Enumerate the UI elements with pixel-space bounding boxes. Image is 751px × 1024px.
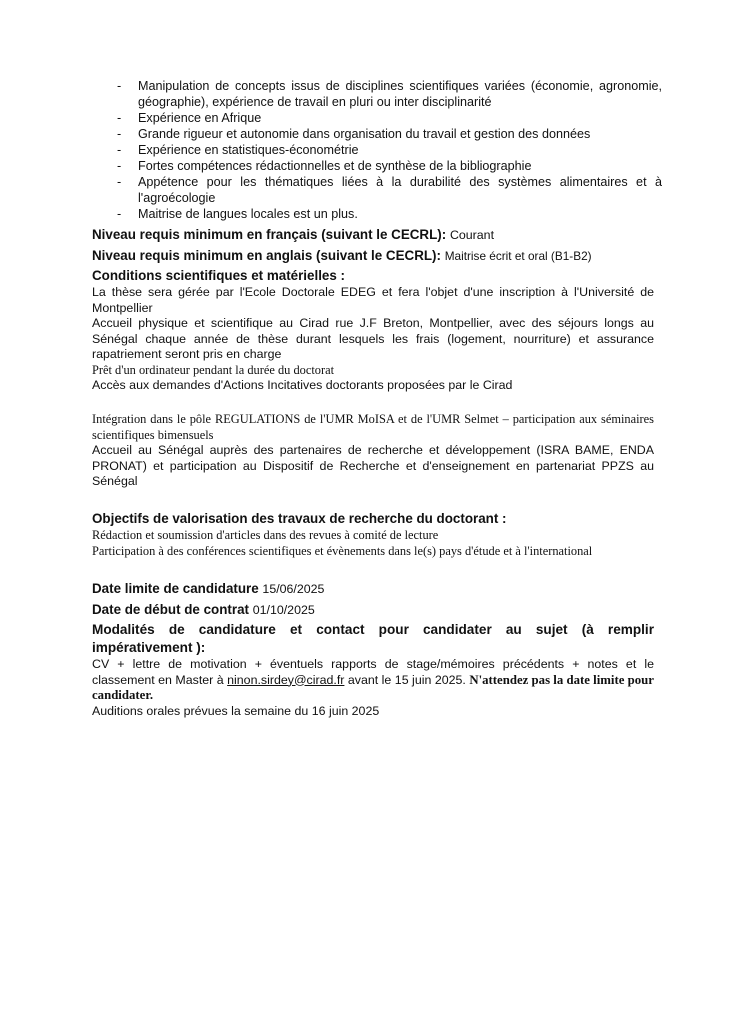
conditions-heading: Conditions scientifiques et matérielles :	[92, 268, 345, 283]
conditions-paragraph: Accès aux demandes d'Actions Incitatives doctorants proposées par le Cirad	[92, 378, 513, 392]
list-item: - Fortes compétences rédactionnelles et de synthèse de la bibliographie	[117, 159, 532, 173]
date-limite-value: 15/06/2025	[262, 582, 325, 596]
auditions-text: Auditions orales prévues la semaine du 16 juin 2025	[92, 703, 380, 718]
modalites-text: CV + lettre de motivation + éventuels rapports de stage/mémoires précédents + notes et le classement en Master à	[92, 657, 654, 687]
english-level-label: Niveau requis minimum en anglais (suivant le CECRL):	[92, 248, 441, 263]
deadline-warning: N'attendez pas la date limite pour candidater.	[92, 672, 654, 702]
bullet-dash: -	[117, 159, 122, 173]
date-debut-value: 01/10/2025	[252, 603, 315, 617]
list-item: - Appétence pour les thématiques liées à la durabilité des systèmes alimentaires et à l'agroécologie	[117, 175, 662, 205]
list-item: - Maitrise de langues locales est un plus.	[117, 207, 358, 221]
modalites-paragraph	[92, 657, 654, 704]
modalites-heading: Modalités de candidature et contact pour candidater au sujet (à remplir impérativement ):	[92, 622, 654, 655]
objectifs-heading: Objectifs de valorisation des travaux de recherche du doctorant :	[92, 511, 507, 526]
english-level-value: Maitrise écrit et oral (B1-B2)	[444, 249, 592, 263]
date-limite	[92, 580, 654, 598]
bullet-dash: -	[117, 111, 122, 125]
conditions-paragraph: La thèse sera gérée par l'Ecole Doctorale EDEG et fera l'objet d'une inscription à l'Université de Montpellier	[92, 285, 654, 315]
senegal-paragraph: Accueil au Sénégal auprès des partenaires de recherche et développement (ISRA BAME, ENDA PRONAT) et participation au Dispositif de Recherche et d'enseignement en partenariat PPZS au Sénégal	[92, 443, 654, 488]
date-debut	[92, 601, 654, 619]
bullet-dash: -	[117, 127, 122, 141]
objectifs-section	[92, 510, 654, 559]
english-level	[92, 247, 654, 265]
modalites-deadline-text: avant le 15 juin 2025.	[347, 672, 466, 687]
list-item: - Expérience en statistiques-économétrie	[117, 143, 359, 157]
modalites-section	[92, 621, 654, 719]
conditions-section	[92, 267, 654, 394]
french-level-value: Courant	[449, 228, 495, 242]
list-item: - Grande rigueur et autonomie dans organisation du travail et gestion des données	[117, 127, 591, 141]
bullet-dash: -	[117, 207, 122, 221]
conditions-paragraph: Accueil physique et scientifique au Cirad rue J.F Breton, Montpellier, avec des séjours longs au Sénégal chaque année de thèse durant lesquels les frais (logement, nourriture) et assurance rapatriement seront pris en charge	[92, 316, 654, 361]
contact-email-link[interactable]: ninon.sirdey@cirad.fr	[227, 672, 345, 687]
french-level-label: Niveau requis minimum en français (suivant le CECRL):	[92, 227, 447, 242]
bullet-dash: -	[117, 143, 122, 157]
objectifs-paragraph: Participation à des conférences scientifiques et évènements dans le(s) pays d'étude et à l'international	[92, 543, 593, 558]
integration-paragraph: Intégration dans le pôle REGULATIONS de l'UMR MoISA et de l'UMR Selmet – participation aux séminaires scientifiques bimensuels	[92, 412, 654, 442]
integration-section	[92, 412, 654, 490]
list-item: - Expérience en Afrique	[117, 111, 262, 125]
date-limite-label: Date limite de candidature	[92, 581, 259, 596]
requirements-list	[117, 78, 662, 222]
list-item: - Manipulation de concepts issus de disciplines scientifiques variées (économie, agronomie, géographie), expérience de travail en pluri ou inter disciplinarité	[117, 79, 662, 109]
french-level	[92, 226, 654, 244]
objectifs-paragraph: Rédaction et soumission d'articles dans des revues à comité de lecture	[92, 528, 439, 542]
date-debut-label: Date de début de contrat	[92, 602, 249, 617]
bullet-dash: -	[117, 175, 122, 189]
conditions-paragraph: Prêt d'un ordinateur pendant la durée du doctorat	[92, 362, 335, 377]
bullet-dash: -	[117, 79, 122, 93]
